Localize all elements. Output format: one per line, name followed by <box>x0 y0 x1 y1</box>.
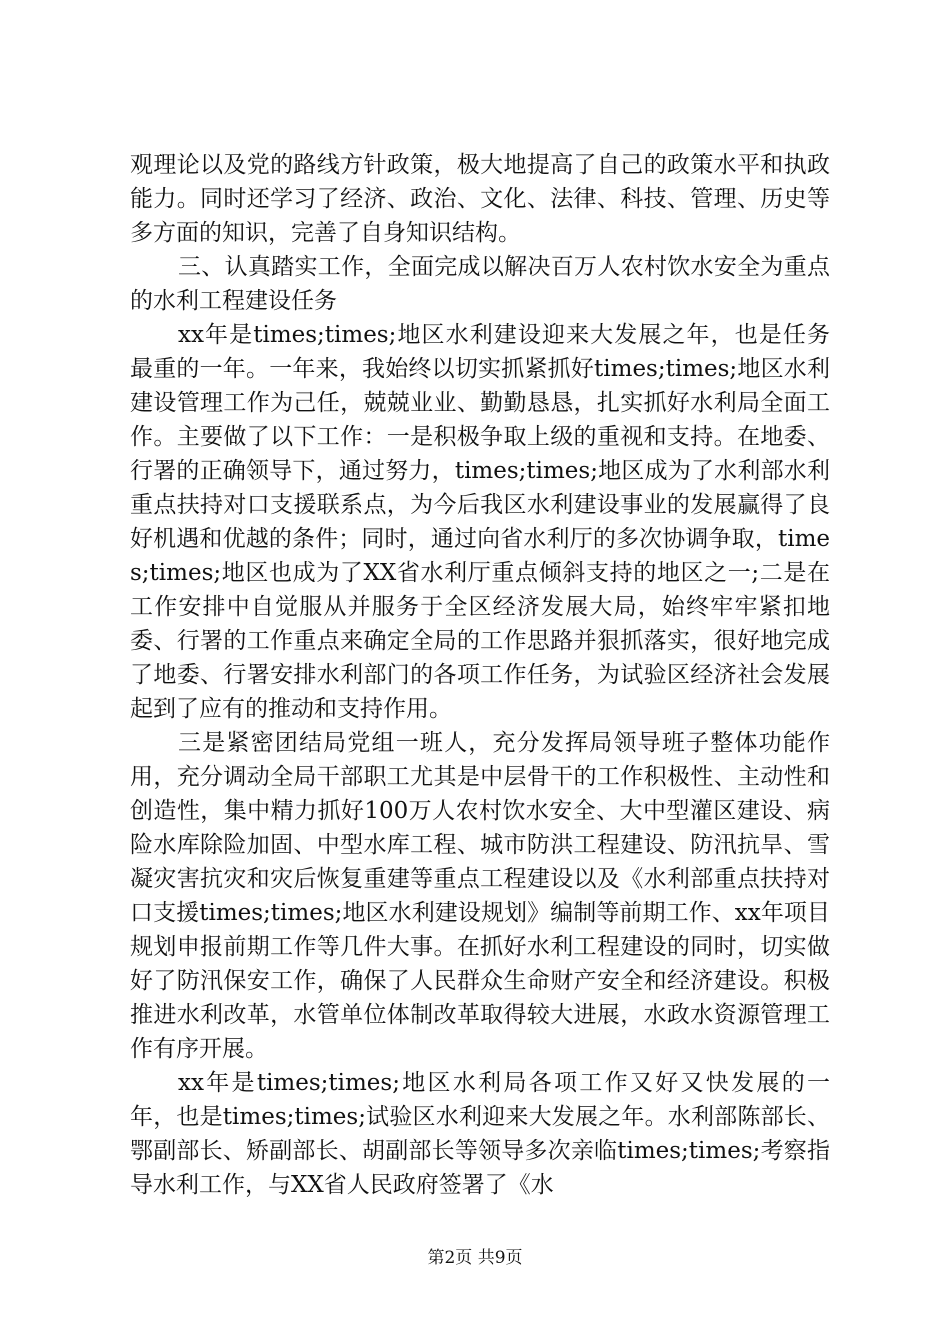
page-footer: 第2页 共9页 <box>427 1248 523 1268</box>
paragraph-4: 三是紧密团结局党组一班人，充分发挥局领导班子整体功能作用，充分调动全局干部职工尤其是中层骨干的工作积极性、主动性和创造性，集中精力抓好100万人农村饮水安全、大中型灌区建设、病险水库除险加固、中型水库工程、城市防洪工程建设、防汛抗旱、雪凝灾害抗灾和灾后恢复重建等重点工程建设以及《水利部重点扶持对口支援times;times;地区水利建设规划》编制等前期工作、xx年项目规划申报前期工作等几件大事。在抓好水利工程建设的同时，切实做好了防汛保安工作，确保了人民群众生命财产安全和经济建设。积极推进水利改革，水管单位体制改革取得较大进展，水政水资源管理工作有序开展。 <box>130 730 830 1062</box>
paragraph-2-section-heading: 三、认真踏实工作，全面完成以解决百万人农村饮水安全为重点的水利工程建设任务 <box>130 254 830 314</box>
document-body <box>130 148 830 1202</box>
paragraph-5: xx年是times;times;地区水利局各项工作又好又快发展的一年，也是times;times;试验区水利迎来大发展之年。水利部陈部长、鄂副部长、矫副部长、胡副部长等领导多次亲临times;times;考察指导水利工作，与XX省人民政府签署了《水 <box>130 1070 830 1198</box>
paragraph-3: xx年是times;times;地区水利建设迎来大发展之年，也是任务最重的一年。一年来，我始终以切实抓紧抓好times;times;地区水利建设管理工作为己任，兢兢业业、勤勤恳恳，扎实抓好水利局全面工作。主要做了以下工作：一是积极争取上级的重视和支持。在地委、行署的正确领导下，通过努力，times;times;地区成为了水利部水利重点扶持对口支援联系点，为今后我区水利建设事业的发展赢得了良好机遇和优越的条件；同时，通过向省水利厅的多次协调争取，times;times;地区也成为了XX省水利厅重点倾斜支持的地区之一;二是在工作安排中自觉服从并服务于全区经济发展大局，始终牢牢紧扣地委、行署的工作重点来确定全局的工作思路并狠抓落实，很好地完成了地委、行署安排水利部门的各项工作任务，为试验区经济社会发展起到了应有的推动和支持作用。 <box>130 322 830 722</box>
paragraph-1: 观理论以及党的路线方针政策，极大地提高了自己的政策水平和执政能力。同时还学习了经济、政治、文化、法律、科技、管理、历史等多方面的知识，完善了自身知识结构。 <box>130 152 830 246</box>
